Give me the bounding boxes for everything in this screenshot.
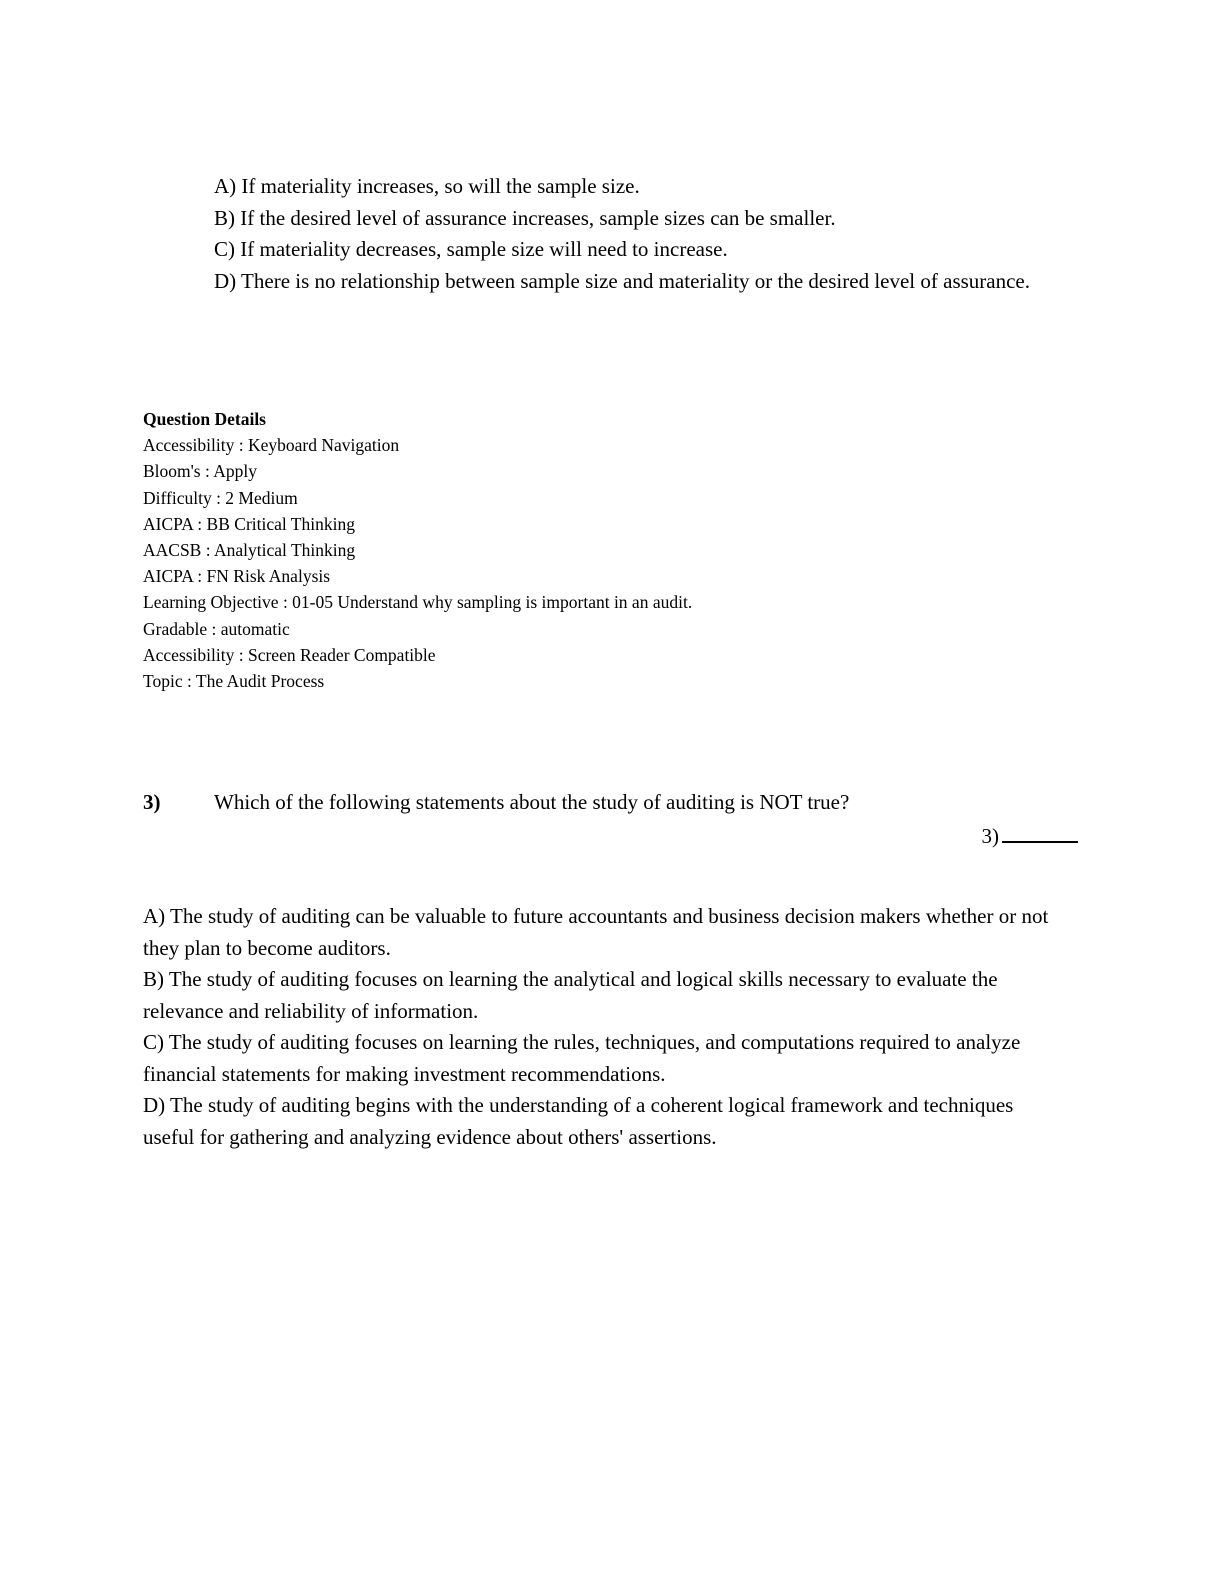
- option-text: If the desired level of assurance increases, sample sizes can be smaller.: [240, 205, 836, 230]
- option-text: The study of auditing focuses on learning the analytical and logical skills necessary to evaluate the relevance and reliability of information.: [143, 967, 998, 1023]
- option-letter: D): [214, 268, 237, 293]
- detail-line: AICPA : FN Risk Analysis: [143, 566, 331, 587]
- detail-line: Topic : The Audit Process: [143, 671, 325, 692]
- option-c: [143, 234, 1063, 266]
- option-a: [143, 171, 1063, 203]
- option-text: The study of auditing focuses on learning the rules, techniques, and computations required to analyze financial statements for making investment recommendations.: [143, 1030, 1021, 1086]
- previous-question-options: [143, 171, 1063, 297]
- option-d: [143, 266, 1063, 298]
- option-text: There is no relationship between sample size and materiality or the desired level of assurance.: [241, 268, 1031, 293]
- detail-line: Gradable : automatic: [143, 618, 290, 639]
- option-d: [143, 1090, 1063, 1153]
- detail-line: Accessibility : Keyboard Navigation: [143, 435, 400, 456]
- question-number: 3): [143, 790, 161, 814]
- option-letter: C): [143, 1030, 164, 1054]
- question-details: [143, 406, 1043, 694]
- option-a: [143, 901, 1063, 964]
- option-c: [143, 1027, 1063, 1090]
- answer-label: 3): [981, 824, 999, 848]
- option-letter: B): [143, 967, 164, 991]
- detail-line: Bloom's : Apply: [143, 461, 258, 482]
- detail-line: Accessibility : Screen Reader Compatible: [143, 644, 436, 665]
- details-title: Question Details: [143, 409, 266, 429]
- detail-line: AACSB : Analytical Thinking: [143, 540, 356, 561]
- option-text: The study of auditing begins with the understanding of a coherent logical framework and techniques useful for gathering and analyzing evidence about others' assertions.: [143, 1093, 1014, 1149]
- question-3-options: [143, 901, 1063, 1153]
- detail-line: AICPA : BB Critical Thinking: [143, 513, 355, 534]
- detail-line: Difficulty : 2 Medium: [143, 487, 298, 508]
- option-text: The study of auditing can be valuable to future accountants and business decision makers whether or not they plan to become auditors.: [143, 904, 1049, 960]
- option-b: [143, 203, 1063, 235]
- option-letter: C): [214, 237, 235, 261]
- question-stem: Which of the following statements about the study of auditing is NOT true?: [214, 790, 850, 814]
- answer-line[interactable]: [1002, 821, 1078, 843]
- option-letter: B): [214, 205, 235, 230]
- option-letter: A): [143, 904, 166, 928]
- option-letter: D): [143, 1093, 166, 1117]
- option-text: If materiality decreases, sample size will need to increase.: [240, 237, 728, 261]
- option-text: If materiality increases, so will the sample size.: [241, 174, 640, 198]
- detail-line: Learning Objective : 01-05 Understand why sampling is important in an audit.: [143, 592, 693, 613]
- option-b: [143, 964, 1063, 1027]
- option-letter: A): [214, 174, 237, 198]
- answer-blank[interactable]: [982, 821, 1079, 853]
